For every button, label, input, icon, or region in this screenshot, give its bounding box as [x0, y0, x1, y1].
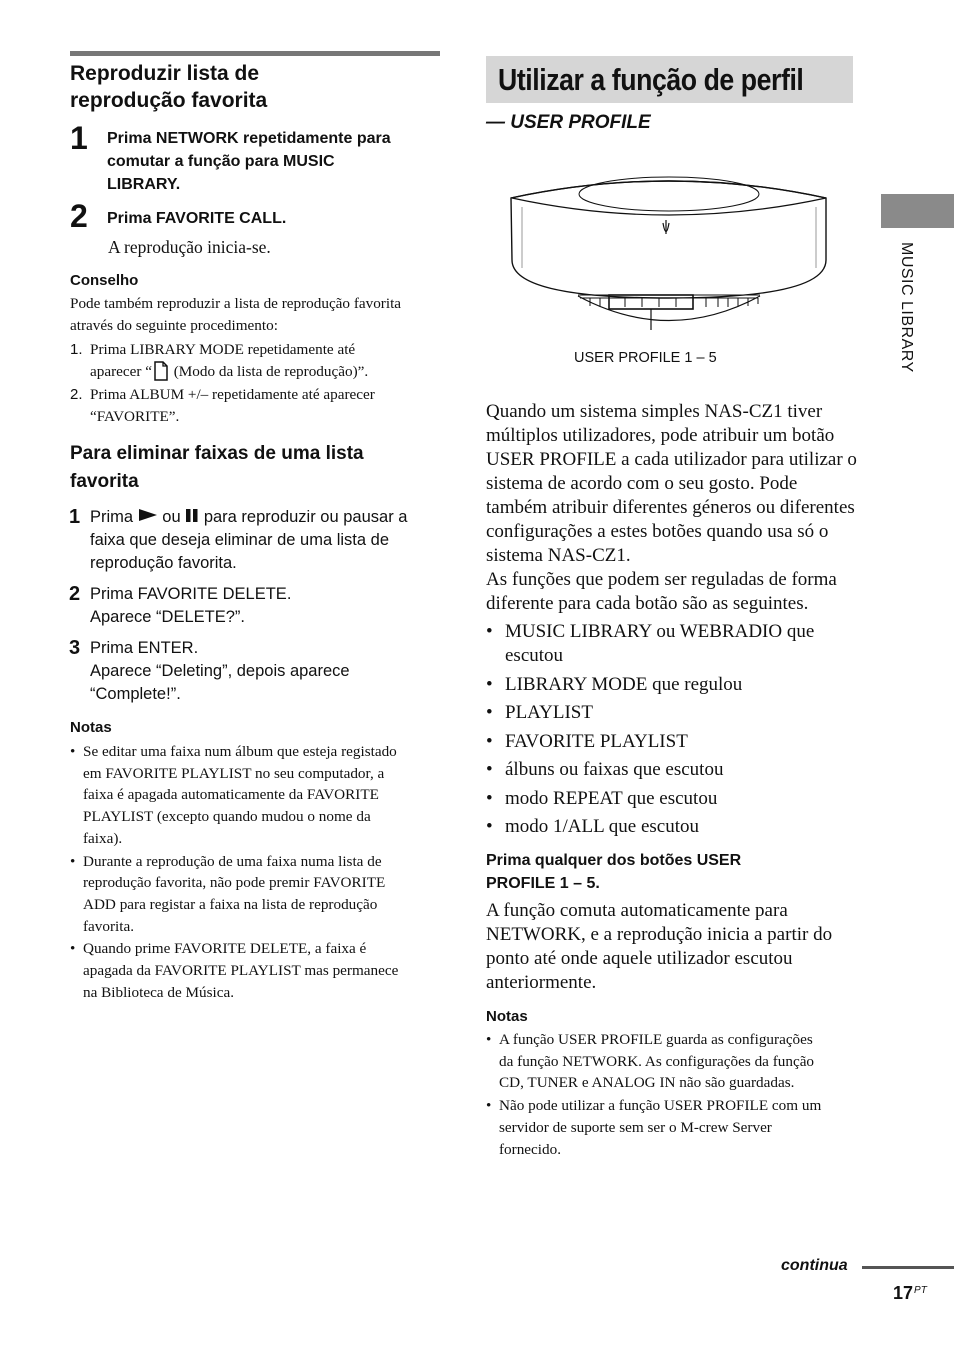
- list-item: • Durante a reprodução de uma faixa numa lista de reprodução favorita, não pode premir FAVORITE ADD para registar a faixa na lista de reprodução favorita.: [70, 851, 450, 938]
- list-item: • PLAYLIST: [486, 701, 866, 725]
- section-rule: [70, 51, 440, 56]
- step-number: 1: [70, 120, 88, 156]
- step-number: 2: [70, 198, 88, 234]
- notes-label: Notas: [70, 719, 112, 736]
- intro-paragraph: Quando um sistema simples NAS-CZ1 tiver múltiplos utilizadores, pode atribuir um botão USER PROFILE a cada utilizador para utilizar o sistema de acordo com o seu gosto. Pode também atribuir diferentes géneros ou diferentes configurações a estes botões quando usa só o sistema NAS-CZ1. As funções que podem ser reguladas de forma diferente para cada botão são as seguintes.: [486, 401, 857, 614]
- delete-step-1: Prima ou para reproduzir ou pausar a faixa que deseja eliminar de uma lista de reprodução favorita.: [90, 508, 408, 572]
- step-1-text: Prima NETWORK repetidamente para comutar a função para MUSIC LIBRARY.: [107, 130, 391, 193]
- list-item: • A função USER PROFILE guarda as configurações da função NETWORK. As configurações da função CD, TUNER e ANALOG IN não são guardadas.: [486, 1029, 866, 1094]
- delete-step-2: Prima FAVORITE DELETE. Aparece “DELETE?”.: [90, 585, 292, 626]
- list-item: • FAVORITE PLAYLIST: [486, 730, 866, 754]
- tip-steps: 1. Prima LIBRARY MODE repetidamente até aparecer “ (Modo da lista de reprodução)”. 2. Prima ALBUM +/– repetidamente até aparecer “FAVORITE”.: [70, 341, 375, 426]
- footer-rule: [862, 1266, 954, 1269]
- section-title-delete-tracks: Para eliminar faixas de uma lista favorita: [70, 443, 364, 492]
- step-number: 3: [69, 637, 81, 659]
- press-instruction: Prima qualquer dos botões USER PROFILE 1 – 5.: [486, 852, 742, 892]
- notes-label: Notas: [486, 1008, 528, 1025]
- list-item: • Não pode utilizar a função USER PROFILE com um servidor de suporte sem ser o M-crew Server fornecido.: [486, 1095, 866, 1160]
- settable-functions-list: [486, 620, 866, 844]
- page-subtitle: — USER PROFILE: [486, 112, 651, 133]
- list-item: • modo 1/ALL que escutou: [486, 815, 866, 839]
- section-tab-label: MUSIC LIBRARY: [898, 242, 915, 373]
- right-notes-list: [486, 1029, 866, 1160]
- left-notes-list: [70, 741, 450, 1003]
- section-tab-marker: [881, 194, 954, 228]
- list-item: • modo REPEAT que escutou: [486, 787, 866, 811]
- list-item: • Quando prime FAVORITE DELETE, a faixa é apagada da FAVORITE PLAYLIST mas permanece na Biblioteca de Música.: [70, 938, 450, 1003]
- step-number: 2: [69, 583, 81, 605]
- list-item: • LIBRARY MODE que regulou: [486, 673, 866, 697]
- tip-label: Conselho: [70, 272, 139, 289]
- step-2-text: Prima FAVORITE CALL.: [107, 210, 287, 227]
- step-2-result: A reprodução inicia-se.: [108, 237, 271, 257]
- playlist-mode-icon: [152, 361, 170, 381]
- tip-text: Pode também reproduzir a lista de reprodução favorita através do seguinte procedimento:: [70, 295, 402, 334]
- page-number: $17^{PT}$: [893, 1283, 927, 1303]
- play-icon: [138, 506, 158, 520]
- continued-label: continua: [781, 1257, 848, 1274]
- delete-step-3: Prima ENTER. Aparece “Deleting”, depois aparece “Complete!”.: [90, 639, 350, 703]
- device-illustration: [508, 170, 830, 330]
- step-number: 1: [69, 506, 81, 528]
- list-item: • álbuns ou faixas que escutou: [486, 758, 866, 782]
- list-item: • MUSIC LIBRARY ou WEBRADIO que escutou: [486, 620, 866, 668]
- list-item: • Se editar uma faixa num álbum que esteja registado em FAVORITE PLAYLIST no seu computador, a faixa é apagada automaticamente da FAVORITE PLAYLIST (excepto quando mudou o nome da faixa).: [70, 741, 450, 850]
- figure-callout-label: USER PROFILE 1 – 5: [574, 350, 717, 366]
- section-title-favorite-playback: Reproduzir lista de reprodução favorita: [70, 62, 268, 112]
- page-title: Utilizar a função de perfil: [498, 62, 804, 97]
- press-result: A função comuta automaticamente para NETWORK, e a reprodução inicia a partir do ponto até onde aquele utilizador escutou anteriormente.: [486, 900, 833, 993]
- pause-icon: [185, 506, 199, 519]
